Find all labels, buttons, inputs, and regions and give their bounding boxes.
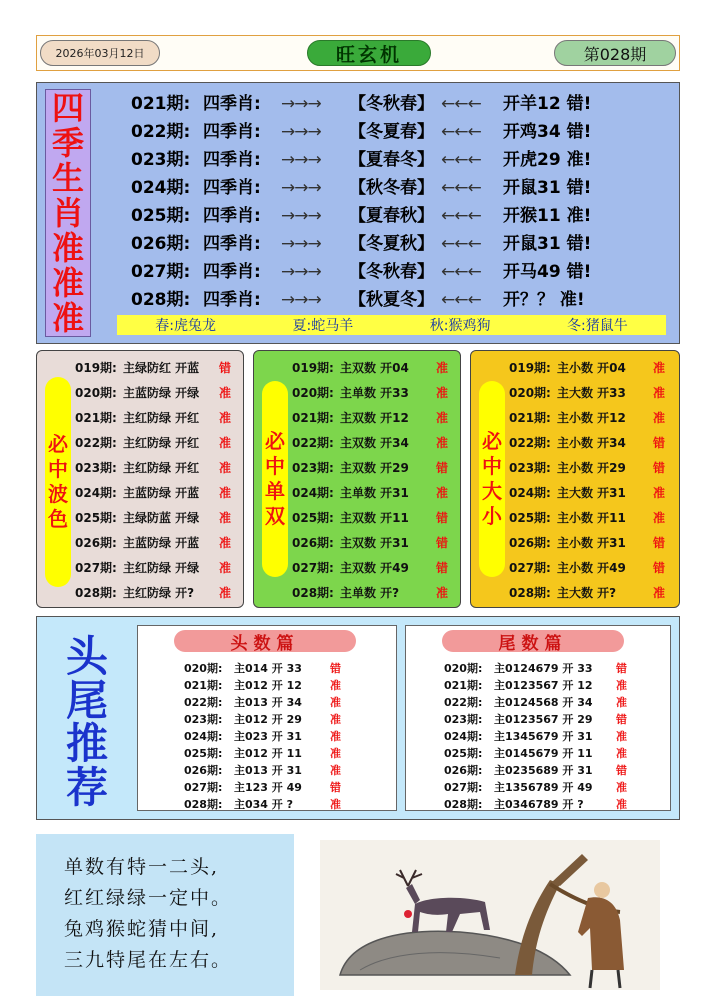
result-mark: 准 bbox=[653, 511, 666, 525]
number-row: 022期: 主013 开 34 准 bbox=[184, 696, 341, 709]
result-mark: 准 bbox=[436, 486, 449, 500]
prediction-row: 023期: 主小数 开29 错 bbox=[509, 461, 666, 475]
prediction-row: 026期: 主小数 开31 错 bbox=[509, 536, 666, 550]
prediction-row: 024期: 主蓝防绿 开蓝 准 bbox=[75, 486, 232, 500]
number-row: 026期: 主013 开 31 准 bbox=[184, 764, 341, 777]
site-title: 旺玄机 bbox=[307, 40, 431, 66]
result-mark: 准 bbox=[219, 511, 232, 525]
prediction-row: 022期: 主双数 开34 准 bbox=[292, 436, 449, 450]
result-mark: 错 bbox=[653, 536, 666, 550]
result-mark: 错 bbox=[653, 561, 666, 575]
prediction-row: 026期: 主双数 开31 错 bbox=[292, 536, 449, 550]
result-mark: 准 bbox=[330, 764, 341, 777]
result-mark: 错 bbox=[436, 511, 449, 525]
number-row: 024期: 主023 开 31 准 bbox=[184, 730, 341, 743]
season-row: 024期: 四季肖: →→→ 【秋冬春】 ←←← 开鼠31 错! bbox=[131, 178, 592, 198]
result-mark: 准 bbox=[219, 561, 232, 575]
result-mark: 准 bbox=[436, 586, 449, 600]
number-row: 025期: 主0145679 开 11 准 bbox=[444, 747, 627, 760]
arrow-right-icon: →→→ bbox=[281, 94, 321, 114]
number-row: 026期: 主0235689 开 31 错 bbox=[444, 764, 627, 777]
number-row: 020期: 主0124679 开 33 错 bbox=[444, 662, 627, 675]
poem-line: 三九特尾在左右。 bbox=[64, 949, 233, 971]
arrow-right-icon: →→→ bbox=[281, 122, 321, 142]
wave-color-box bbox=[36, 350, 244, 608]
prediction-row: 019期: 主小数 开04 准 bbox=[509, 361, 666, 375]
season-row: 026期: 四季肖: →→→ 【冬夏秋】 ←←← 开鼠31 错! bbox=[131, 234, 592, 254]
number-row: 028期: 主0346789 开 ? 准 bbox=[444, 798, 627, 811]
deer-and-man-illustration bbox=[320, 840, 660, 990]
poem-line: 单数有特一二头, bbox=[64, 856, 220, 878]
legend-summer: 夏:蛇马羊 bbox=[292, 318, 354, 334]
season-row: 021期: 四季肖: →→→ 【冬秋春】 ←←← 开羊12 错! bbox=[131, 94, 592, 114]
season-row: 023期: 四季肖: →→→ 【夏春冬】 ←←← 开虎29 准! bbox=[131, 150, 592, 170]
prediction-row: 019期: 主绿防红 开蓝 错 bbox=[75, 361, 232, 375]
result-mark: 错 bbox=[436, 561, 449, 575]
prediction-row: 020期: 主大数 开33 准 bbox=[509, 386, 666, 400]
result-mark: 准 bbox=[436, 386, 449, 400]
result-mark: 错 bbox=[219, 361, 232, 375]
number-row: 027期: 主1356789 开 49 准 bbox=[444, 781, 627, 794]
prediction-row: 026期: 主蓝防绿 开蓝 准 bbox=[75, 536, 232, 550]
number-row: 024期: 主1345679 开 31 准 bbox=[444, 730, 627, 743]
number-row: 022期: 主0124568 开 34 准 bbox=[444, 696, 627, 709]
tail-number-panel bbox=[405, 625, 671, 811]
prediction-row: 028期: 主单数 开? 准 bbox=[292, 586, 449, 600]
arrow-left-icon: ←←← bbox=[441, 150, 481, 170]
prediction-row: 025期: 主绿防蓝 开绿 准 bbox=[75, 511, 232, 525]
result-mark: 准 bbox=[219, 586, 232, 600]
arrow-right-icon: →→→ bbox=[281, 234, 321, 254]
arrow-left-icon: ←←← bbox=[441, 290, 481, 310]
prediction-row: 022期: 主红防绿 开红 准 bbox=[75, 436, 232, 450]
prediction-row: 028期: 主大数 开? 准 bbox=[509, 586, 666, 600]
arrow-left-icon: ←←← bbox=[441, 234, 481, 254]
four-seasons-section bbox=[36, 82, 680, 344]
poem-box bbox=[36, 834, 294, 996]
arrow-left-icon: ←←← bbox=[441, 262, 481, 282]
result-mark: 错 bbox=[653, 436, 666, 450]
result-mark: 准 bbox=[653, 411, 666, 425]
tail-number-title: 尾数篇 bbox=[442, 630, 624, 652]
prediction-row: 021期: 主双数 开12 准 bbox=[292, 411, 449, 425]
prediction-row: 020期: 主蓝防绿 开绿 准 bbox=[75, 386, 232, 400]
number-row: 021期: 主0123567 开 12 准 bbox=[444, 679, 627, 692]
result-mark: 准 bbox=[616, 781, 627, 794]
result-mark: 错 bbox=[653, 461, 666, 475]
arrow-right-icon: →→→ bbox=[281, 290, 321, 310]
result-mark: 准 bbox=[219, 386, 232, 400]
legend-spring: 春:虎兔龙 bbox=[155, 318, 216, 334]
four-seasons-title: 四 季 生 肖 准 准 准 bbox=[45, 89, 91, 337]
arrow-left-icon: ←←← bbox=[441, 178, 481, 198]
result-mark: 错 bbox=[616, 764, 627, 777]
result-mark: 准 bbox=[616, 730, 627, 743]
result-mark: 准 bbox=[219, 536, 232, 550]
number-row: 021期: 主012 开 12 准 bbox=[184, 679, 341, 692]
prediction-row: 027期: 主小数 开49 错 bbox=[509, 561, 666, 575]
result-mark: 准 bbox=[653, 586, 666, 600]
result-mark: 准 bbox=[219, 436, 232, 450]
header-bar bbox=[36, 35, 680, 71]
legend-autumn: 秋:猴鸡狗 bbox=[429, 318, 491, 334]
wave-color-title: 必 中 波 色 bbox=[45, 377, 71, 587]
result-mark: 错 bbox=[616, 713, 627, 726]
result-mark: 准 bbox=[330, 679, 341, 692]
result-mark: 准 bbox=[616, 679, 627, 692]
prediction-row: 024期: 主单数 开31 准 bbox=[292, 486, 449, 500]
prediction-row: 023期: 主红防绿 开红 准 bbox=[75, 461, 232, 475]
season-row: 028期: 四季肖: →→→ 【秋夏冬】 ←←← 开？？ 准! bbox=[131, 290, 585, 310]
result-mark: 准 bbox=[219, 486, 232, 500]
number-row: 023期: 主0123567 开 29 错 bbox=[444, 713, 627, 726]
number-row: 025期: 主012 开 11 准 bbox=[184, 747, 341, 760]
number-row: 023期: 主012 开 29 准 bbox=[184, 713, 341, 726]
prediction-row: 022期: 主小数 开34 错 bbox=[509, 436, 666, 450]
head-number-title: 头数篇 bbox=[174, 630, 356, 652]
result-mark: 准 bbox=[616, 747, 627, 760]
arrow-left-icon: ←←← bbox=[441, 94, 481, 114]
result-mark: 准 bbox=[653, 361, 666, 375]
season-row: 027期: 四季肖: →→→ 【冬秋春】 ←←← 开马49 错! bbox=[131, 262, 592, 282]
result-mark: 准 bbox=[219, 411, 232, 425]
odd-even-title: 必 中 单 双 bbox=[262, 381, 288, 577]
date-label: 2026年03月12日 bbox=[40, 40, 160, 66]
result-mark: 准 bbox=[330, 730, 341, 743]
result-mark: 准 bbox=[330, 713, 341, 726]
arrow-right-icon: →→→ bbox=[281, 178, 321, 198]
prediction-row: 024期: 主大数 开31 准 bbox=[509, 486, 666, 500]
prediction-row: 020期: 主单数 开33 准 bbox=[292, 386, 449, 400]
prediction-row: 027期: 主双数 开49 错 bbox=[292, 561, 449, 575]
prediction-row: 023期: 主双数 开29 错 bbox=[292, 461, 449, 475]
result-mark: 准 bbox=[330, 747, 341, 760]
head-tail-title: 头 尾 推 荐 bbox=[65, 632, 108, 813]
illustration-svg bbox=[320, 840, 660, 990]
result-mark: 准 bbox=[330, 696, 341, 709]
number-row: 027期: 主123 开 49 错 bbox=[184, 781, 341, 794]
odd-even-box bbox=[253, 350, 461, 608]
season-legend bbox=[117, 315, 666, 335]
head-tail-section bbox=[36, 616, 680, 820]
result-mark: 准 bbox=[616, 798, 627, 811]
arrow-left-icon: ←←← bbox=[441, 206, 481, 226]
result-mark: 准 bbox=[616, 696, 627, 709]
prediction-row: 025期: 主小数 开11 准 bbox=[509, 511, 666, 525]
legend-winter: 冬:猪鼠牛 bbox=[567, 318, 628, 334]
poem-line: 红红绿绿一定中。 bbox=[64, 887, 233, 909]
prediction-row: 025期: 主双数 开11 错 bbox=[292, 511, 449, 525]
result-mark: 错 bbox=[436, 536, 449, 550]
arrow-right-icon: →→→ bbox=[281, 150, 321, 170]
number-row: 028期: 主034 开 ? 准 bbox=[184, 798, 341, 811]
result-mark: 错 bbox=[330, 662, 341, 675]
prediction-row: 019期: 主双数 开04 准 bbox=[292, 361, 449, 375]
number-row: 020期: 主014 开 33 错 bbox=[184, 662, 341, 675]
result-mark: 错 bbox=[436, 461, 449, 475]
result-mark: 准 bbox=[219, 461, 232, 475]
arrow-left-icon: ←←← bbox=[441, 122, 481, 142]
result-mark: 准 bbox=[436, 361, 449, 375]
season-row: 025期: 四季肖: →→→ 【夏春秋】 ←←← 开猴11 准! bbox=[131, 206, 592, 226]
result-mark: 准 bbox=[653, 486, 666, 500]
poem-line: 兔鸡猴蛇猜中间, bbox=[64, 918, 220, 940]
prediction-row: 021期: 主红防绿 开红 准 bbox=[75, 411, 232, 425]
result-mark: 准 bbox=[330, 798, 341, 811]
result-mark: 准 bbox=[653, 386, 666, 400]
season-row: 022期: 四季肖: →→→ 【冬夏春】 ←←← 开鸡34 错! bbox=[131, 122, 592, 142]
result-mark: 错 bbox=[330, 781, 341, 794]
result-mark: 准 bbox=[436, 436, 449, 450]
head-number-panel bbox=[137, 625, 397, 811]
big-small-box bbox=[470, 350, 680, 608]
prediction-row: 027期: 主红防绿 开绿 准 bbox=[75, 561, 232, 575]
arrow-right-icon: →→→ bbox=[281, 262, 321, 282]
big-small-title: 必 中 大 小 bbox=[479, 381, 505, 577]
prediction-row: 021期: 主小数 开12 准 bbox=[509, 411, 666, 425]
issue-label: 第028期 bbox=[554, 40, 676, 66]
result-mark: 错 bbox=[616, 662, 627, 675]
result-mark: 准 bbox=[436, 411, 449, 425]
arrow-right-icon: →→→ bbox=[281, 206, 321, 226]
prediction-row: 028期: 主红防绿 开? 准 bbox=[75, 586, 232, 600]
